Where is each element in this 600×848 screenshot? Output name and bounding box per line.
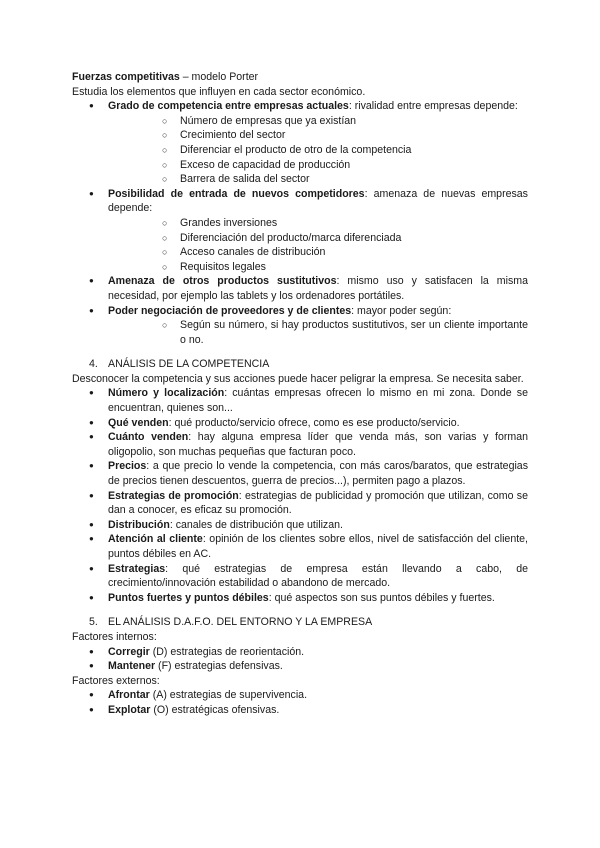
competition-item	[72, 532, 528, 561]
porter-force-item-bold: Grado de competencia entre empresas actuales	[108, 100, 349, 113]
section-4-intro: Desconocer la competencia y sus acciones puede hacer peligrar la empresa. Se necesita saber.	[72, 372, 524, 385]
internal-factors-list	[72, 645, 528, 674]
intro-title-rest: – modelo Porter	[179, 71, 259, 83]
sub-list-item: ○ Crecimiento del sector	[108, 128, 528, 143]
external-factor-item	[72, 703, 528, 718]
porter-force-item	[72, 187, 528, 275]
porter-force-item-bold: Posibilidad de entrada de nuevos competidores	[108, 187, 365, 200]
competition-item-bold: Atención al cliente	[108, 533, 203, 546]
competition-item-text: : hay alguna empresa líder que venda más, son varias y forman oligopolio, son muchas pequeñas que facturan poco.	[108, 431, 529, 458]
section-4-title: ANÁLISIS DE LA COMPETENCIA	[108, 358, 270, 371]
external-factors-label: Factores externos:	[72, 674, 160, 687]
competition-item-text: : a que precio lo vende la competencia, con más caros/baratos, que estrategias de precios tienen descuentos, guerra de precios...), permiten pago a plazos.	[108, 460, 528, 488]
competition-item	[72, 518, 528, 533]
sub-list-item: ○ Grandes inversiones	[108, 216, 528, 231]
competition-item-bold: Qué venden	[108, 416, 169, 429]
section-4-number: 4.	[89, 358, 98, 371]
competition-item-bold: Estrategias	[108, 562, 166, 575]
sub-list	[108, 318, 528, 347]
competition-item	[72, 459, 528, 488]
competition-item	[72, 386, 528, 415]
competition-item	[72, 430, 528, 459]
competition-item-bold: Número y localización	[108, 387, 225, 400]
competition-item-text: : estrategias de publicidad y promoción que utilizan, como se dan a conocer, es eficaz su promoción.	[108, 489, 528, 517]
competition-item-bold: Estrategias de promoción	[108, 489, 239, 502]
competition-item-text: : opinión de los clientes sobre ellos, nivel de satisfacción del cliente, puntos débiles en AC.	[108, 533, 528, 560]
competition-item-bold: Cuánto venden	[108, 431, 189, 444]
internal-factor-item-bold: Mantener	[108, 660, 156, 673]
sub-list-item: ○ Exceso de capacidad de producción	[108, 158, 528, 173]
competition-item-text: : qué aspectos son sus puntos débiles y fuertes.	[268, 591, 495, 604]
sub-list	[108, 216, 528, 274]
porter-force-item	[72, 99, 528, 187]
section-5-title: EL ANÁLISIS D.A.F.O. DEL ENTORNO Y LA EMPRESA	[108, 616, 373, 629]
competition-list	[72, 386, 528, 605]
sub-list	[108, 114, 528, 187]
competition-item-text: : cuántas empresas ofrecen lo mismo en mi zona. Donde se encuentran, quienes son...	[108, 387, 528, 415]
competition-item-text: : canales de distribución que utilizan.	[169, 518, 343, 531]
sub-list-item: ○ Diferenciar el producto de otro de la competencia	[108, 143, 528, 158]
sub-list-item: ○ Barrera de salida del sector	[108, 172, 528, 187]
section-5-number: 5.	[89, 616, 98, 629]
external-factor-item	[72, 688, 528, 703]
competition-item-bold: Distribución	[108, 518, 170, 531]
competition-item	[72, 591, 528, 606]
intro-title-bold: Fuerzas competitivas	[72, 71, 180, 83]
porter-force-item-bold: Amenaza de otros productos sustitutivos	[108, 275, 337, 288]
external-factors-list	[72, 688, 528, 717]
intro-desc: Estudia los elementos que influyen en cada sector económico.	[72, 85, 366, 98]
sub-list-item: ○ Requisitos legales	[108, 260, 528, 275]
internal-factor-item	[72, 645, 528, 660]
external-factor-item-bold: Afrontar	[108, 689, 150, 702]
competition-item	[72, 562, 528, 591]
competition-item	[72, 489, 528, 518]
external-factor-item-text: (O) estratégicas ofensivas.	[150, 703, 280, 716]
sub-list-item: ○ Diferenciación del producto/marca diferenciada	[108, 231, 528, 246]
porter-force-item-text: : mismo uso y satisfacen la misma necesidad, por ejemplo las tablets y los ordenadores portátiles.	[108, 275, 528, 302]
sub-list-item: ○ Acceso canales de distribución	[108, 245, 528, 260]
porter-force-item-text: : rivalidad entre empresas depende:	[348, 100, 518, 113]
internal-factor-item-text: (D) estrategias de reorientación.	[149, 645, 305, 658]
competition-item-text: : qué producto/servicio ofrece, como es ese producto/servicio.	[168, 416, 460, 429]
document-page	[72, 70, 528, 718]
internal-factor-item	[72, 659, 528, 674]
internal-factors-label: Factores internos:	[72, 630, 157, 643]
sub-list-item: ○ Número de empresas que ya existían	[108, 114, 528, 129]
external-factor-item-bold: Explotar	[108, 703, 151, 716]
porter-force-item	[72, 274, 528, 303]
sub-list-item: ○ Según su número, si hay productos sustitutivos, ser un cliente importante o no.	[108, 318, 528, 347]
porter-force-item-bold: Poder negociación de proveedores y de clientes	[108, 304, 352, 317]
competition-item	[72, 416, 528, 431]
section-4-heading	[72, 357, 528, 372]
porter-forces-list	[72, 99, 528, 347]
porter-force-item-text: : mayor poder según:	[351, 304, 452, 317]
external-factor-item-text: (A) estrategias de supervivencia.	[149, 689, 308, 702]
porter-force-item-text: : amenaza de nuevas empresas depende:	[108, 187, 528, 215]
competition-item-bold: Puntos fuertes y puntos débiles	[108, 591, 269, 604]
intro-title	[72, 70, 528, 85]
competition-item-text: : qué estrategias de empresa están llevando a cabo, de crecimiento/innovación estabilidad o abandono de mercado.	[108, 562, 528, 590]
competition-item-bold: Precios	[108, 460, 147, 473]
section-5-heading	[72, 615, 528, 630]
porter-force-item	[72, 304, 528, 348]
internal-factor-item-bold: Corregir	[108, 645, 150, 658]
internal-factor-item-text: (F) estrategias defensivas.	[155, 660, 283, 673]
